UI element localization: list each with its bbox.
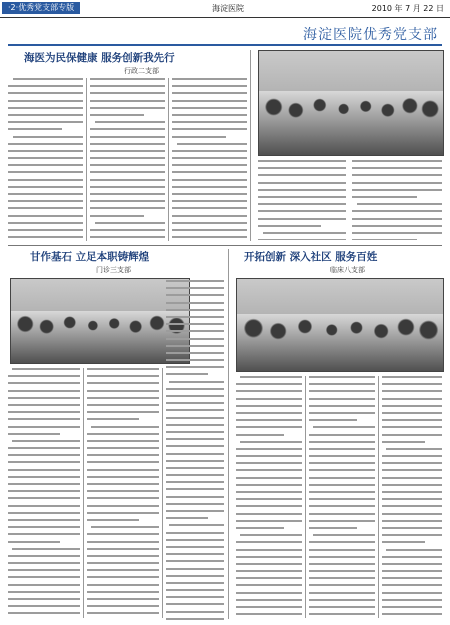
- article-text-column: [258, 160, 346, 240]
- masthead: [0, 0, 450, 18]
- section-divider: [8, 245, 442, 246]
- column-rule: [83, 368, 84, 618]
- publication-name: 海淀医院: [212, 4, 244, 13]
- column-rule: [168, 78, 169, 241]
- column-rule: [305, 376, 306, 618]
- article-byline: 行政二支部: [124, 67, 159, 75]
- article-text-column: [87, 368, 159, 620]
- article-headline: 甘作基石 立足本职铸辉煌: [30, 251, 150, 263]
- article-headline: 开拓创新 深入社区 服务百姓: [244, 251, 378, 263]
- group-photo: [258, 50, 444, 156]
- article-text-column: [352, 160, 442, 240]
- group-photo: [10, 278, 190, 364]
- article-text-column: [382, 376, 442, 620]
- section-tag-label: 优秀党支部专版: [18, 3, 75, 12]
- column-rule: [228, 249, 229, 619]
- column-rule: [250, 50, 251, 241]
- article-text-column: [8, 78, 83, 243]
- page-banner: [8, 24, 442, 46]
- banner-title: 海淀医院优秀党支部: [303, 27, 438, 43]
- article-byline: 门诊三支部: [96, 266, 131, 274]
- section-tag: [2, 2, 80, 14]
- column-rule: [86, 78, 87, 241]
- article-text-column: [8, 368, 80, 620]
- column-rule: [162, 368, 163, 618]
- article-text-column: [166, 280, 224, 620]
- article-text-column: [90, 78, 165, 243]
- article-headline: 海医为民保健康 服务创新我先行: [24, 52, 175, 64]
- issue-date: 2010 年 7 月 22 日: [371, 4, 444, 13]
- article-byline: 临床八支部: [330, 266, 365, 274]
- article-text-column: [236, 376, 302, 620]
- article-text-column: [309, 376, 375, 620]
- column-rule: [378, 376, 379, 618]
- page-number: ·2·: [8, 3, 19, 12]
- group-photo: [236, 278, 444, 372]
- article-text-column: [172, 78, 247, 243]
